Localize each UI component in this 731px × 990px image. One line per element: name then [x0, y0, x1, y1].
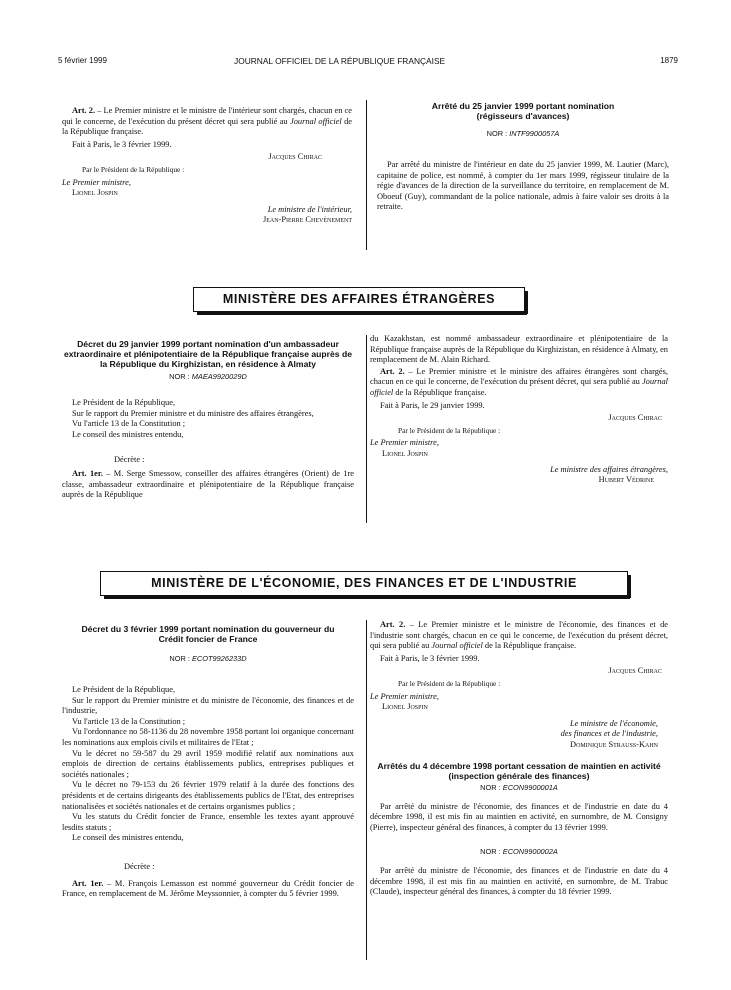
- mae-art2: [370, 367, 668, 399]
- eco-line3: Vu l'article 13 de la Constitution ;: [72, 716, 186, 726]
- top-left-par-le-president: Par le Président de la République :: [82, 164, 185, 174]
- top-left-minister-name: Jean-Pierre Chevènement: [262, 215, 352, 225]
- nor-code: INTF9900057A: [509, 129, 560, 139]
- eco-line6: Vu le décret no 79-153 du 26 février 1979 relatif à la durée des fonctions des présidents et de certains dirigeants des établissements publics de l'Etat, des entreprises nationalisées et sociétés nationales et de certains organismes publics ;: [62, 780, 354, 811]
- mae-line4: Le conseil des ministres entendu,: [72, 429, 184, 439]
- eco-line2: Sur le rapport du Premier ministre et du ministre de l'économie, des finances et de l'industrie,: [62, 695, 354, 716]
- column-divider-mae: [366, 335, 367, 523]
- nor-code: MAEA9920029D: [191, 371, 247, 381]
- nor-label: NOR :: [169, 371, 192, 381]
- mae-minister-name: Hubert Védrine: [598, 475, 654, 485]
- art2-label: Art. 2.: [380, 366, 405, 376]
- eco-right-column: [370, 620, 668, 898]
- arretes-nor-2: [370, 847, 668, 858]
- art2-text: – Le Premier ministre et le ministre de l'intérieur sont chargés, chacun en ce qui le concerne, de l'exécution du présent décret qui sera publié au: [62, 106, 352, 126]
- journal-officiel: Journal officiel: [290, 116, 342, 126]
- eco-minister-title-2: des finances et de l'industrie,: [560, 729, 658, 739]
- eco-decrete: Décrète :: [124, 861, 155, 871]
- eco-line4: Vu l'ordonnance no 58-1136 du 28 novembre 1958 portant loi organique concernant les nominations aux emplois civils et militaires de l'Etat ;: [62, 727, 354, 747]
- column-divider-top: [366, 100, 367, 250]
- art2-text: – Le Premier ministre et le ministre des affaires étrangères sont chargés, chacun en ce qui le concerne, de l'exécution du présent décret, qui sera publié au: [370, 366, 668, 387]
- eco-line1: Le Président de la République,: [72, 685, 176, 694]
- nor-code: ECON9900001A: [502, 782, 558, 792]
- top-left-pm-title: Le Premier ministre,: [62, 177, 131, 187]
- journal-officiel: Journal officiel: [431, 641, 483, 651]
- decret-29-janvier-nor: [62, 372, 354, 383]
- journal-officiel: Journal officiel: [370, 377, 669, 397]
- eco-line5: Vu le décret no 59-587 du 29 avril 1959 modifié relatif aux nominations aux emplois de direction de certains établissements publics, entreprises publiques et sociétés nationales ;: [62, 748, 354, 779]
- art2-label: Art. 2.: [72, 106, 96, 115]
- page-header: [58, 56, 678, 68]
- eco-art2: [370, 620, 668, 652]
- mae-pm-name: Lionel Jospin: [382, 448, 428, 458]
- arretes-body-2: Par arrêté du ministre de l'économie, des finances et de l'industrie en date du 4 décembre 1998, il est mis fin au maintien en activité, en surnombre, de M. Trabuc (Claude), inspecteur général des finances, à compter du 18 février 1999.: [370, 865, 668, 897]
- top-left-fait: Fait à Paris, le 3 février 1999.: [72, 139, 172, 149]
- eco-pm-name: Lionel Jospin: [382, 702, 428, 712]
- eco-minister-title-1: Le ministre de l'économie,: [569, 718, 658, 728]
- mae-pm-title: Le Premier ministre,: [370, 438, 439, 448]
- nor-label: NOR :: [486, 129, 510, 139]
- art2-end: de la République française.: [482, 641, 577, 651]
- nor-label: NOR :: [169, 654, 192, 664]
- eco-line8: Le conseil des ministres entendu,: [72, 833, 184, 843]
- eco-par-le-president: Par le Président de la République :: [398, 678, 501, 688]
- header-date: 5 février 1999: [58, 56, 107, 65]
- mae-right-column: [370, 334, 668, 486]
- mae-line1: Le Président de la République,: [72, 398, 176, 408]
- arretes-body-1: Par arrêté du ministre de l'économie, des finances et de l'industrie en date du 4 décembre 1998, il est mis fin au maintien en activité, en surnombre, de M. Consigny (Pierre), inspecteur général des finances, à compter du 13 février 1999.: [370, 801, 668, 832]
- eco-art1: [62, 879, 354, 900]
- banner-ministere-economie: MINISTÈRE DE L'ÉCONOMIE, DES FINANCES ET DE L'INDUSTRIE: [100, 571, 628, 596]
- mae-art1: [62, 469, 354, 501]
- mae-left-column: [62, 339, 354, 501]
- column-divider-eco: [366, 620, 367, 960]
- top-right-column: [377, 101, 669, 213]
- header-journal-title: JOURNAL OFFICIEL DE LA RÉPUBLIQUE FRANÇAISE: [234, 56, 446, 66]
- art2-text: – Le Premier ministre et le ministre de l'économie, des finances et de l'industrie sont chargés, chacun en ce qui le concerne, de l'exécution du présent décret, qui sera publié au: [370, 620, 668, 651]
- nor-code: ECON9900002A: [502, 847, 558, 857]
- mae-par-le-president: Par le Président de la République :: [398, 425, 501, 435]
- eco-minister-name: Dominique Strauss-Kahn: [570, 739, 658, 749]
- mae-continuation: du Kazakhstan, est nommé ambassadeur extraordinaire et plénipotentiaire de la République française auprès de la République du Kirghizistan, en résidence à Almaty, en remplacement de M. Alain Richard.: [370, 334, 668, 365]
- top-left-pm-name: Lionel Jospin: [72, 188, 118, 198]
- art1-text: – M. François Lemasson est nommé gouverneur du Crédit foncier de France, en remplacement de M. Jérôme Meyssonnier, à compter du 5 février 1999.: [62, 878, 354, 899]
- arretes-nor-1: [370, 783, 668, 794]
- decret-29-janvier-title: Décret du 29 janvier 1999 portant nomination d'un ambassadeur extraordinaire et plénipotentiaire de la République française auprès de la République du Kirghizistan, en résidence à Almaty: [64, 339, 352, 370]
- arretes-4-decembre-title: Arrêtés du 4 décembre 1998 portant cessation de maintien en activité (inspection générale des finances): [377, 760, 661, 781]
- art2-end: de la République française.: [62, 116, 352, 137]
- banner-ministere-affaires-etrangeres: MINISTÈRE DES AFFAIRES ÉTRANGÈRES: [193, 287, 525, 312]
- decret-3-fevrier-title: Décret du 3 février 1999 portant nomination du gouverneur du Crédit foncier de France: [81, 624, 335, 645]
- top-left-minister-title: Le ministre de l'intérieur,: [267, 204, 352, 214]
- top-left-column: [62, 106, 352, 226]
- mae-minister-title: Le ministre des affaires étrangères,: [550, 464, 668, 474]
- mae-signer: Jacques Chirac: [608, 413, 662, 423]
- arrete-25-janvier-body: Par arrêté du ministre de l'intérieur en date du 25 janvier 1999, M. Lautier (Marc), capitaine de police, est nommé, à compter du 1er mars 1999, régisseur titulaire de la régie d'avances de la direction de la surveillance du territoire, en remplacement de M. Oboeuf (Guy), commandant de la police nationale, admis à faire valoir ses droits à la retraite.: [377, 160, 669, 212]
- mae-decrete: Décrète :: [114, 454, 145, 464]
- mae-line2: Sur le rapport du Premier ministre et du ministre des affaires étrangères,: [72, 408, 314, 418]
- arrete-25-janvier-nor: [377, 129, 669, 140]
- eco-fait: Fait à Paris, le 3 février 1999.: [380, 653, 480, 663]
- art2-label: Art. 2.: [380, 620, 406, 629]
- top-left-art2: [62, 106, 352, 138]
- nor-label: NOR :: [480, 782, 503, 792]
- arrete-25-janvier-title: Arrêté du 25 janvier 1999 portant nomination (régisseurs d'avances): [431, 101, 615, 122]
- header-page-number: 1879: [660, 56, 678, 65]
- art1-label: Art. 1er.: [72, 878, 104, 888]
- nor-label: NOR :: [480, 847, 503, 857]
- art1-text: – M. Serge Smessow, conseiller des affaires étrangères (Orient) de 1re classe, ambassadeur extraordinaire et plénipotentiaire de la République française auprès de la République: [62, 469, 354, 500]
- mae-line3: Vu l'article 13 de la Constitution ;: [72, 419, 186, 429]
- decret-3-fevrier-nor: [62, 654, 354, 665]
- eco-pm-title: Le Premier ministre,: [370, 691, 439, 701]
- eco-left-column: [62, 624, 354, 900]
- nor-code: ECOT9926233D: [191, 654, 247, 664]
- art2-end: de la République française.: [393, 387, 487, 397]
- eco-line7: Vu les statuts du Crédit foncier de France, ensemble les textes ayant approuvé lesdits statuts ;: [62, 812, 354, 832]
- top-left-signer: Jacques Chirac: [268, 152, 322, 162]
- eco-signer: Jacques Chirac: [608, 666, 662, 676]
- art1-label: Art. 1er.: [72, 469, 103, 479]
- mae-fait: Fait à Paris, le 29 janvier 1999.: [380, 400, 485, 410]
